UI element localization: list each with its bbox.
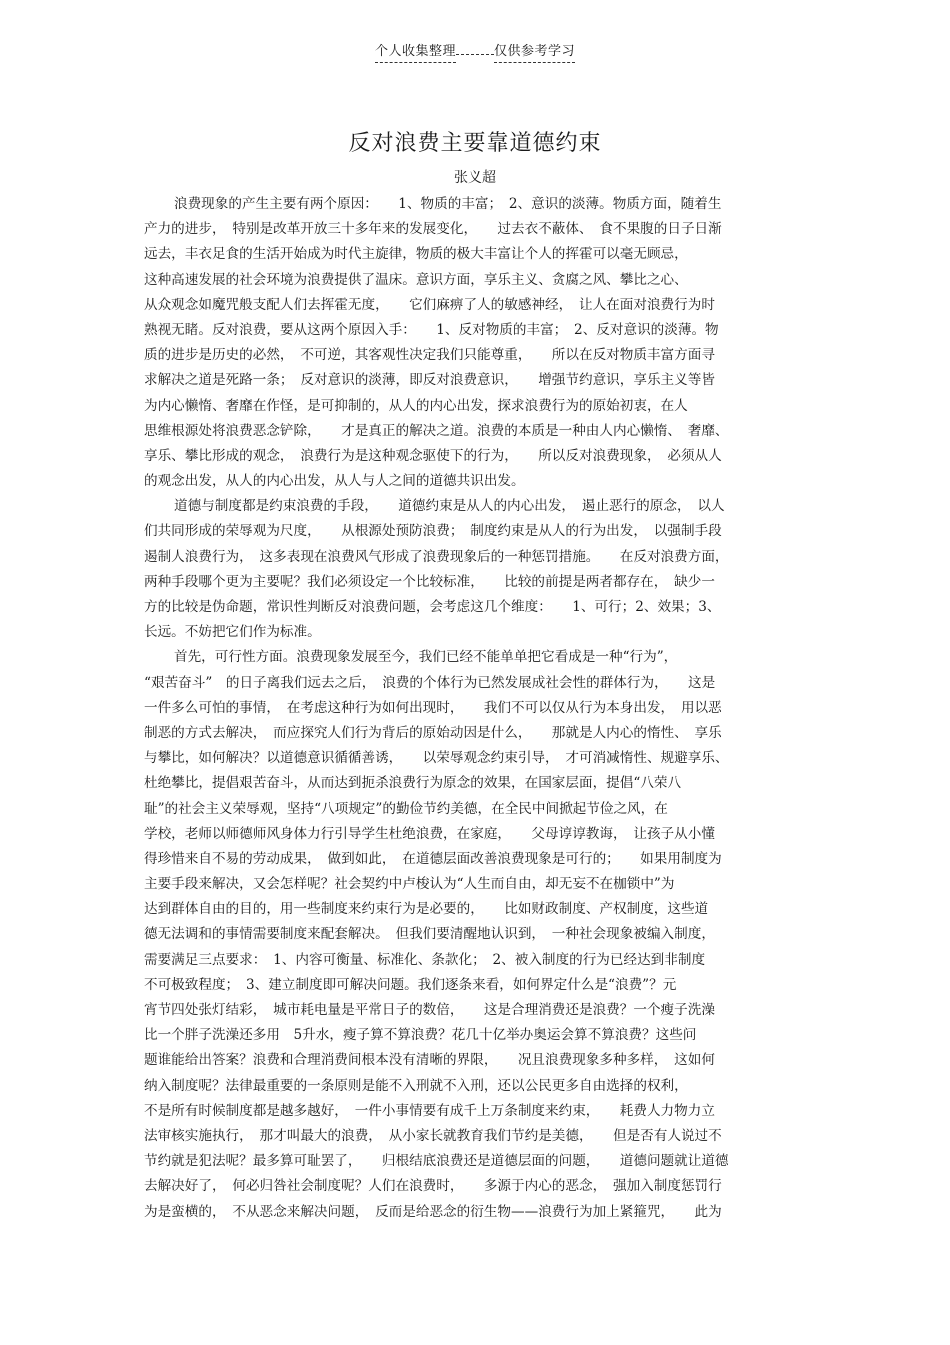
body-line: 方的比较是伪命题，常识性判断反对浪费问题，会考虑这几个维度： 1、可行；2、效果；3、: [144, 599, 721, 615]
body-line: 熟视无睹。反对浪费，要从这两个原因入手： 1、反对物质的丰富； 2、反对意识的淡薄。物: [144, 321, 719, 338]
body-line: 求解决之道是死路一条； 反对意识的淡薄，即反对浪费意识， 增强节约意识，享乐主义等皆: [144, 372, 715, 389]
body-line: 为是蛮横的， 不从恶念来解决问题， 反而是给恶念的衍生物——浪费行为加上紧箍咒， 此为: [144, 1203, 722, 1220]
body-line: 这种高速发展的社会环境为浪费提供了温床。意识方面，享乐主义、贪腐之风、攀比之心、: [144, 271, 688, 288]
body-line: 产力的进步， 特别是改革开放三十多年来的发展变化， 过去衣不蔽体、 食不果腹的日子日渐: [144, 221, 722, 238]
page-header: [0, 40, 950, 63]
body-line: 节约就是犯法呢？最多算可耻罢了， 归根结底浪费还是道德层面的问题， 道德问题就让道德: [144, 1153, 729, 1170]
body-line: 从众观念如魔咒般支配人们去挥霍无度， 它们麻痹了人的敏感神经， 让人在面对浪费行为时: [144, 296, 715, 313]
body-line: 的观念出发，从人的内心出发，从人与人之间的道德共识出发。: [144, 473, 525, 490]
body-line: 两种手段哪个更为主要呢？我们必须设定一个比较标准， 比较的前提是两者都存在， 缺少一: [144, 573, 715, 590]
body-line: 浪费现象的产生主要有两个原因： 1、物质的丰富； 2、意识的淡薄。物质方面，随着生: [174, 196, 722, 212]
body-line: 思维根源处将浪费恶念铲除， 才是真正的解决之道。浪费的本质是一种由人内心懒惰、 奢靡、: [144, 422, 729, 439]
body-line: 学校，老师以师德师风身体力行引导学生杜绝浪费，在家庭， 父母谆谆教诲， 让孩子从小懂: [144, 825, 715, 842]
body-line: 德无法调和的事情需要制度来配套解决。 但我们要清醒地认识到， 一种社会现象被编入制度，: [144, 926, 715, 943]
body-line: 远去，丰衣足食的生活开始成为时代主旋律，物质的极大丰富让个人的挥霍可以毫无顾忌，: [144, 246, 688, 263]
body-line: 质的进步是历史的必然， 不可逆，其客观性决定我们只能尊重， 所以在反对物质丰富方面寻: [144, 347, 715, 364]
body-line: 长远。不妨把它们作为标准。: [144, 624, 321, 641]
header-left-text: 个人收集整理: [375, 40, 456, 63]
body-line: 道德与制度都是约束浪费的手段， 道德约束是从人的内心出发， 遏止恶行的原念， 以人: [174, 498, 725, 515]
body-line: 遏制人浪费行为， 这多表现在浪费风气形成了浪费现象后的一种惩罚措施。 在反对浪费方面，: [144, 548, 729, 565]
body-line: 杜绝攀比，提倡艰苦奋斗，从而达到扼杀浪费行为原念的效果，在国家层面，提倡“八荣八: [144, 775, 682, 792]
body-line: 为内心懒惰、奢靡在作怪，是可抑制的，从人的内心出发，探求浪费行为的原始初衷，在人: [144, 397, 688, 414]
body-line: 主要手段来解决，又会怎样呢？社会契约中卢梭认为“人生而自由，却无妄不在枷锁中”为: [144, 876, 675, 893]
body-line: 一件多么可怕的事情， 在考虑这种行为如何出现时， 我们不可以仅从行为本身出发， 用以恶: [144, 699, 722, 716]
body-line: 首先，可行性方面。浪费现象发展至今，我们已经不能单单把它看成是一种“行为”，: [174, 649, 678, 666]
body-line: 不是所有时候制度都是越多越好， 一件小事情要有成千上万条制度来约束， 耗费人力物力立: [144, 1102, 715, 1119]
body-line: 题谁能给出答案？浪费和合理消费间根本没有清晰的界限， 况且浪费现象多种多样， 这如何: [144, 1052, 715, 1069]
body-line: 得珍惜来自不易的劳动成果， 做到如此， 在道德层面改善浪费现象是可行的； 如果用制度为: [144, 850, 722, 867]
body-line: 纳入制度呢？法律最重要的一条原则是能不入刑就不入刑，还以公民更多自由选择的权利，: [144, 1077, 688, 1094]
body-line: 不可极致程度； 3、建立制度即可解决问题。我们逐条来看，如何界定什么是“浪费”？元: [144, 976, 677, 993]
body-line: 比一个胖子洗澡还多用 5升水，瘦子算不算浪费？花几十亿举办奥运会算不算浪费？这些问: [144, 1027, 697, 1044]
body-line: 宵节四处张灯结彩， 城市耗电量是平常日子的数倍， 这是合理消费还是浪费？一个瘦子洗澡: [144, 1002, 715, 1018]
body-line: 享乐、攀比形成的观念， 浪费行为是这种观念驱使下的行为， 所以反对浪费现象， 必须从人: [144, 447, 722, 464]
body-line: 需要满足三点要求： 1、内容可衡量、标准化、条款化； 2、被入制度的行为已经达到非制度: [144, 951, 706, 968]
body-line: 制恶的方式去解决， 而应探究人们行为背后的原始动因是什么， 那就是人内心的惰性、 享乐: [144, 724, 722, 741]
body-line: 去解决好了， 何必归咎社会制度呢？人们在浪费时， 多源于内心的恶念， 强加入制度惩罚行: [144, 1178, 722, 1195]
body-line: 达到群体自由的目的，用一些制度来约束行为是必要的， 比如财政制度、产权制度，这些道: [144, 901, 709, 918]
body-line: 法审核实施执行， 那才叫最大的浪费， 从小家长就教育我们节约是美德， 但是否有人说过不: [144, 1127, 722, 1144]
article-author: 张义超: [454, 170, 496, 186]
article-title: 反对浪费主要靠道德约束: [348, 131, 602, 156]
header-right-text: 仅供参考学习: [494, 40, 575, 63]
article-body: [144, 192, 808, 1225]
body-line: “艰苦奋斗” 的日子离我们远去之后， 浪费的个体行为已然发展成社会性的群体行为， 这是: [144, 674, 716, 691]
body-line: 耻”的社会主义荣辱观，坚持“八项规定”的勤俭节约美德，在全民中间掀起节俭之风，在: [144, 800, 668, 817]
body-line: 与攀比，如何解决？以道德意识循循善诱， 以荣辱观念约束引导， 才可消减惰性、规避享乐、: [144, 750, 729, 767]
header-separator: [456, 51, 494, 55]
body-line: 们共同形成的荣辱观为尺度， 从根源处预防浪费； 制度约束是从人的行为出发， 以强制手段: [144, 523, 722, 540]
